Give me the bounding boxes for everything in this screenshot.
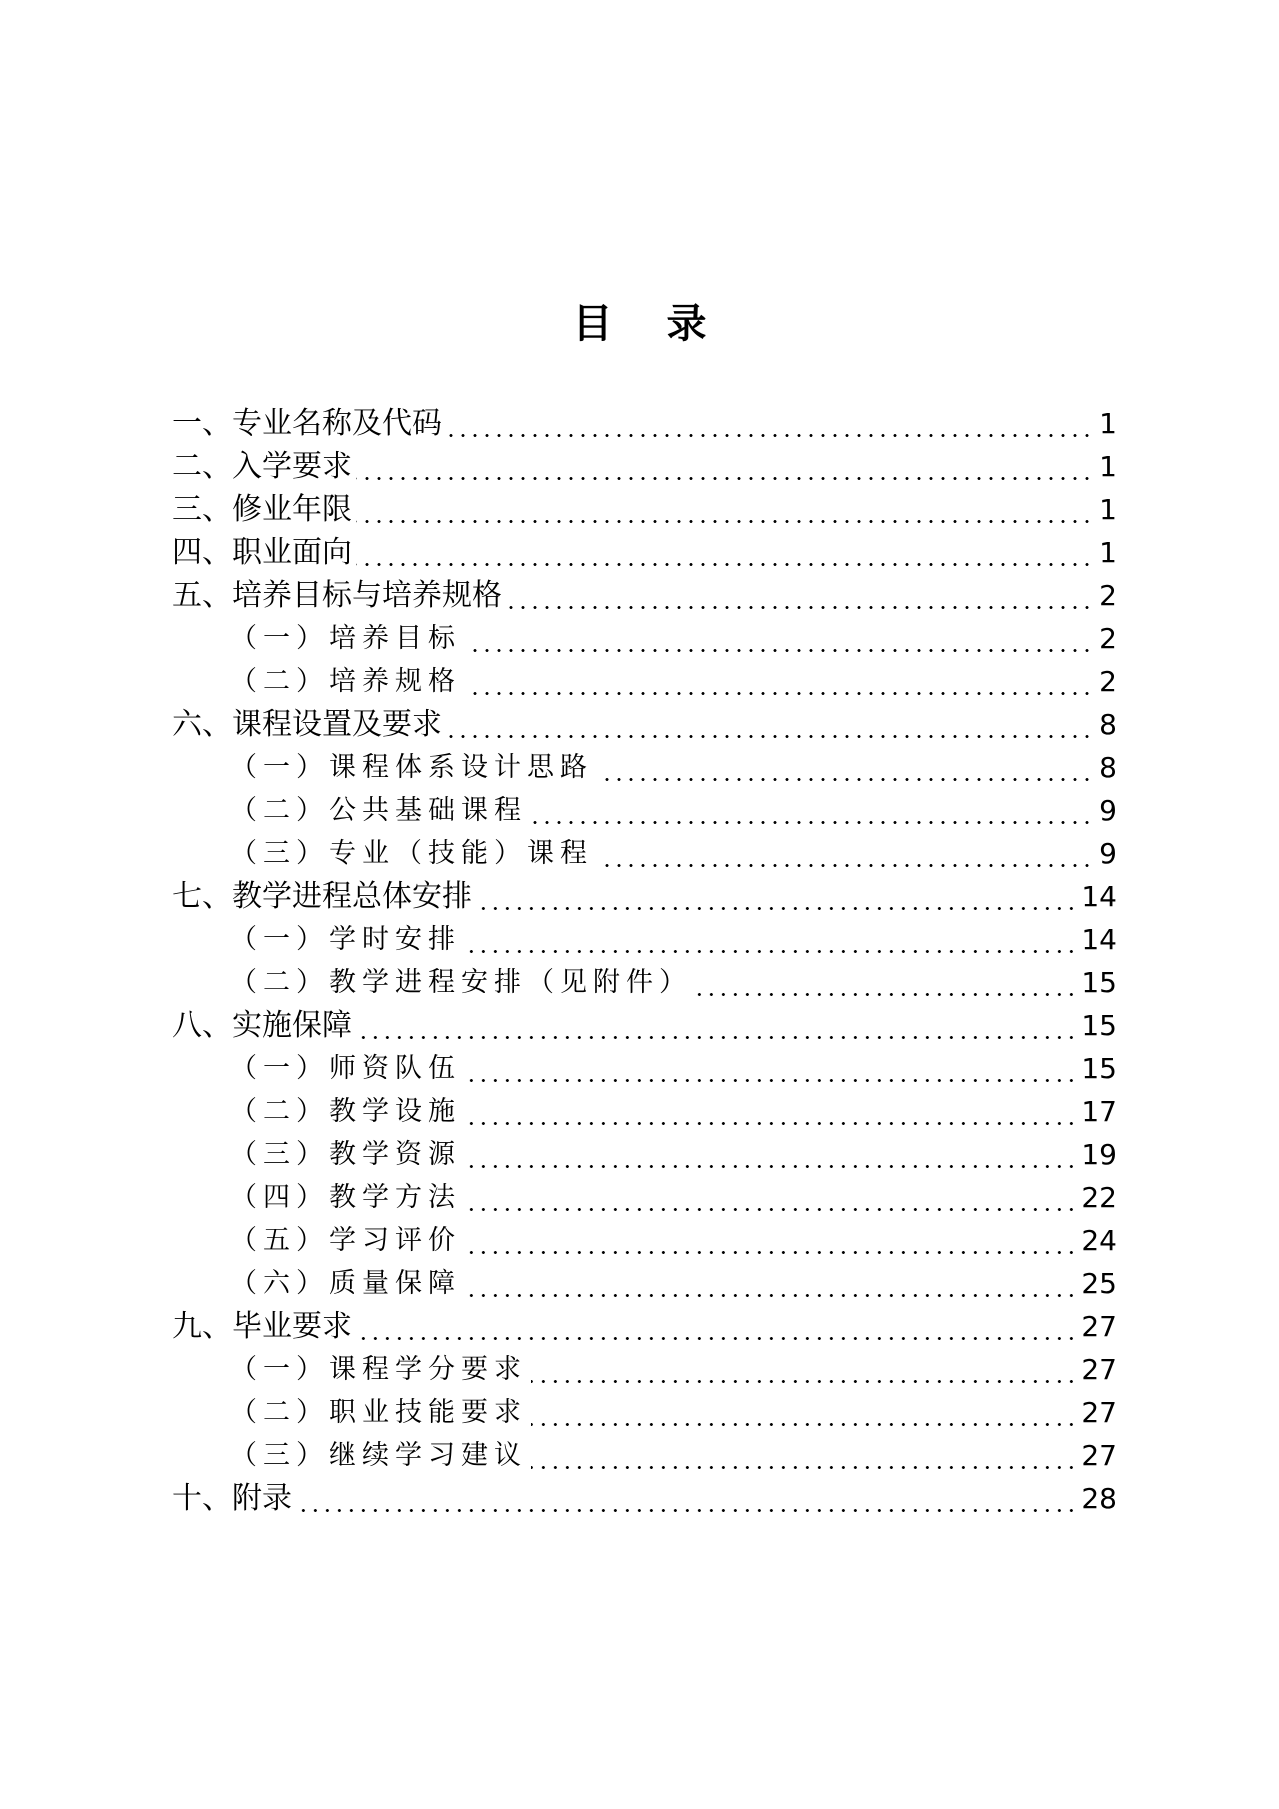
toc-entry-label: （一）课程学分要求 (230, 1354, 527, 1385)
dot-leader (465, 660, 1093, 703)
dot-leader (356, 445, 1093, 488)
toc-title: 目 录 (572, 301, 727, 347)
toc-entry-page-number: 1 (1099, 450, 1117, 483)
dot-leader (296, 1477, 1077, 1520)
toc-entry-page-number: 27 (1081, 1310, 1117, 1343)
toc-entry-label: （一）师资队伍 (230, 1053, 461, 1084)
toc-section-entry[interactable] (172, 1305, 1117, 1348)
dot-leader (446, 402, 1093, 445)
toc-entry-page-number: 24 (1081, 1224, 1117, 1257)
toc-entry-label: （三）专业（技能）课程 (230, 838, 593, 869)
toc-entry-label: （四）教学方法 (230, 1182, 461, 1213)
toc-entry-label: 四、职业面向 (172, 535, 352, 570)
toc-entry-label: （二）教学设施 (230, 1096, 461, 1127)
toc-entry-page-number: 15 (1081, 1052, 1117, 1085)
toc-entry-page-number: 1 (1099, 493, 1117, 526)
toc-subsection-entry[interactable] (172, 1262, 1117, 1305)
dot-leader (356, 1305, 1077, 1348)
toc-entry-page-number: 2 (1099, 622, 1117, 655)
toc-subsection-entry[interactable] (172, 1391, 1117, 1434)
toc-entry-label: 六、课程设置及要求 (172, 707, 442, 742)
toc-entry-page-number: 15 (1081, 966, 1117, 999)
toc-entry-label: （二）公共基础课程 (230, 795, 527, 826)
toc-entry-label: （五）学习评价 (230, 1225, 461, 1256)
toc-entry-label: （六）质量保障 (230, 1268, 461, 1299)
toc-entry-page-number: 8 (1099, 751, 1117, 784)
toc-entry-label: 一、专业名称及代码 (172, 406, 442, 441)
toc-section-entry[interactable] (172, 1477, 1117, 1520)
toc-entry-label: 十、附录 (172, 1481, 292, 1516)
toc-entry-page-number: 25 (1081, 1267, 1117, 1300)
toc-entry-label: （一）学时安排 (230, 924, 461, 955)
toc-subsection-entry[interactable] (172, 789, 1117, 832)
toc-entry-label: 七、教学进程总体安排 (172, 879, 472, 914)
toc-entry-label: 五、培养目标与培养规格 (172, 578, 502, 613)
table-of-contents (172, 402, 1117, 1520)
dot-leader (531, 789, 1093, 832)
toc-entry-page-number: 9 (1099, 794, 1117, 827)
toc-entry-label: 三、修业年限 (172, 492, 352, 527)
toc-entry-label: （二）职业技能要求 (230, 1397, 527, 1428)
toc-entry-page-number: 1 (1099, 407, 1117, 440)
toc-section-entry[interactable] (172, 445, 1117, 488)
toc-subsection-entry[interactable] (172, 1434, 1117, 1477)
toc-subsection-entry[interactable] (172, 1219, 1117, 1262)
toc-entry-page-number: 17 (1081, 1095, 1117, 1128)
toc-subsection-entry[interactable] (172, 1133, 1117, 1176)
dot-leader (356, 1004, 1077, 1047)
dot-leader (465, 1219, 1077, 1262)
toc-entry-label: （三）继续学习建议 (230, 1440, 527, 1471)
toc-entry-page-number: 2 (1099, 665, 1117, 698)
dot-leader (465, 1262, 1077, 1305)
dot-leader (465, 918, 1077, 961)
toc-entry-page-number: 1 (1099, 536, 1117, 569)
toc-subsection-entry[interactable] (172, 961, 1117, 1004)
toc-subsection-entry[interactable] (172, 832, 1117, 875)
dot-leader (696, 961, 1077, 1004)
toc-section-entry[interactable] (172, 574, 1117, 617)
dot-leader (465, 1176, 1077, 1219)
dot-leader (531, 1391, 1077, 1434)
toc-entry-page-number: 2 (1099, 579, 1117, 612)
toc-entry-label: （一）培养目标 (230, 623, 461, 654)
toc-subsection-entry[interactable] (172, 1176, 1117, 1219)
toc-subsection-entry[interactable] (172, 1348, 1117, 1391)
toc-entry-page-number: 22 (1081, 1181, 1117, 1214)
toc-entry-page-number: 27 (1081, 1353, 1117, 1386)
toc-entry-label: （三）教学资源 (230, 1139, 461, 1170)
dot-leader (531, 1348, 1077, 1391)
toc-entry-page-number: 14 (1081, 923, 1117, 956)
toc-entry-label: 二、入学要求 (172, 449, 352, 484)
toc-entry-label: （二）培养规格 (230, 666, 461, 697)
dot-leader (531, 1434, 1077, 1477)
toc-entry-page-number: 19 (1081, 1138, 1117, 1171)
dot-leader (476, 875, 1077, 918)
toc-section-entry[interactable] (172, 531, 1117, 574)
toc-section-entry[interactable] (172, 1004, 1117, 1047)
toc-section-entry[interactable] (172, 488, 1117, 531)
toc-section-entry[interactable] (172, 875, 1117, 918)
toc-entry-page-number: 27 (1081, 1396, 1117, 1429)
toc-entry-page-number: 28 (1081, 1482, 1117, 1515)
dot-leader (356, 488, 1093, 531)
toc-subsection-entry[interactable] (172, 1047, 1117, 1090)
dot-leader (446, 703, 1093, 746)
toc-section-entry[interactable] (172, 402, 1117, 445)
toc-entry-page-number: 8 (1099, 708, 1117, 741)
dot-leader (356, 531, 1093, 574)
toc-subsection-entry[interactable] (172, 617, 1117, 660)
toc-entry-label: 八、实施保障 (172, 1008, 352, 1043)
toc-section-entry[interactable] (172, 703, 1117, 746)
dot-leader (597, 832, 1093, 875)
toc-entry-page-number: 9 (1099, 837, 1117, 870)
dot-leader (465, 617, 1093, 660)
dot-leader (506, 574, 1093, 617)
toc-entry-page-number: 14 (1081, 880, 1117, 913)
toc-subsection-entry[interactable] (172, 660, 1117, 703)
toc-entry-label: （一）课程体系设计思路 (230, 752, 593, 783)
toc-entry-label: （二）教学进程安排（见附件） (230, 967, 692, 998)
toc-subsection-entry[interactable] (172, 746, 1117, 789)
toc-subsection-entry[interactable] (172, 1090, 1117, 1133)
dot-leader (597, 746, 1093, 789)
dot-leader (465, 1047, 1077, 1090)
toc-entry-label: 九、毕业要求 (172, 1309, 352, 1344)
toc-subsection-entry[interactable] (172, 918, 1117, 961)
dot-leader (465, 1133, 1077, 1176)
dot-leader (465, 1090, 1077, 1133)
toc-entry-page-number: 27 (1081, 1439, 1117, 1472)
toc-entry-page-number: 15 (1081, 1009, 1117, 1042)
